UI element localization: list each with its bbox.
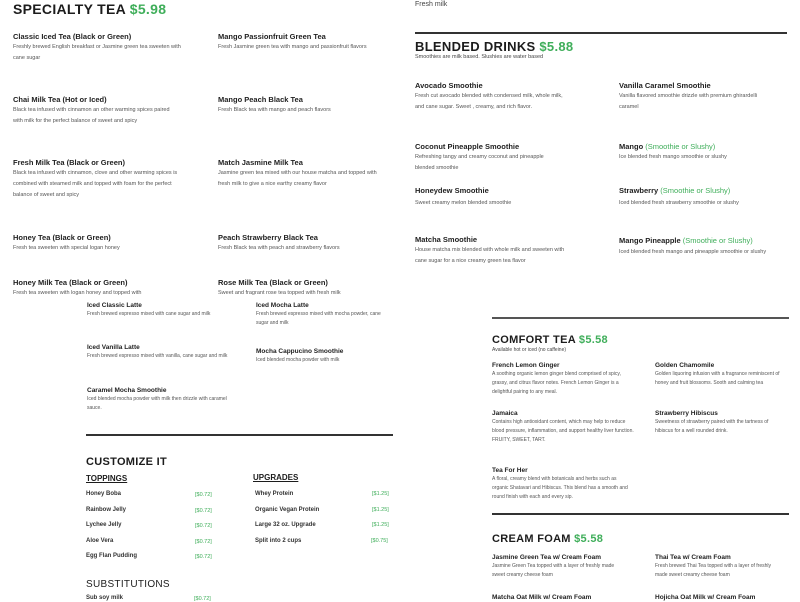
upgrade-name: Large 32 oz. Upgrade [255, 522, 316, 528]
item-desc: Iced blended mocha powder with milk then drizzle with caramel sauce. [87, 396, 227, 411]
topping-name: Honey Boba [86, 491, 122, 497]
substitutions-heading: SUBSTITUTIONS [86, 579, 170, 590]
item-option: (Smoothie or Slushy) [660, 186, 731, 195]
item-desc: Fresh Jasmine green tea with mango and passionfruit flavors [218, 44, 367, 50]
menu-item [492, 362, 637, 397]
item-name: Hojicha Oat Milk w/ Cream Foam [655, 594, 756, 601]
item-desc: Fresh brewed Thai Tea topped with a layer of freshly made sweet creamy cheese foam [655, 563, 771, 578]
topping-price: [$0.72] [195, 508, 212, 514]
section-price: $5.88 [539, 39, 574, 54]
menu-item [492, 410, 637, 445]
upgrades-heading: UPGRADES [253, 473, 299, 482]
toppings-heading: TOPPINGS [86, 474, 128, 483]
item-desc: Fresh cut avocado blended with condensed milk, whole milk, and cane sugar. Sweet , creamy, and rich flavor. [415, 93, 563, 110]
customize-heading: CUSTOMIZE IT [86, 456, 168, 468]
menu-item [218, 158, 383, 190]
upgrade-price: [$0.75] [371, 538, 388, 544]
item-name: French Lemon Ginger [492, 362, 560, 369]
item-desc: Black tea infused with cinnamon, clove and other warming spices is combined with steamed milk and topped with foam for the perfect balance of sweet and spicy [13, 170, 178, 198]
section-title: COMFORT TEA [492, 334, 576, 346]
upgrade-price: [$1.25] [372, 507, 389, 513]
item-desc: Iced blended mocha powder with milk [256, 357, 340, 363]
upgrade-name: Split into 2 cups [255, 538, 302, 544]
menu-item [13, 158, 188, 201]
topping-price: [$0.72] [195, 523, 212, 529]
section-price: $5.58 [574, 533, 604, 545]
topping-name: Aloe Vera [86, 538, 114, 544]
item-name: Mango Pineapple [619, 236, 681, 245]
item-name: Avocado Smoothie [415, 81, 483, 90]
item-desc: Sweet and fragrant rose tea topped with fresh milk [218, 290, 341, 296]
item-name: Rose Milk Tea (Black or Green) [218, 278, 328, 287]
item-name: Thai Tea w/ Cream Foam [655, 554, 731, 561]
menu-item [655, 554, 780, 580]
item-name: Iced Mocha Latte [256, 302, 309, 309]
topping-name: Egg Flan Pudding [86, 553, 137, 559]
cut-off-text: Fresh milk [415, 1, 448, 8]
upgrade-name: Whey Protein [255, 491, 294, 497]
item-name: Chai Milk Tea (Hot or Iced) [13, 95, 107, 104]
item-name: Mango Passionfruit Green Tea [218, 32, 326, 41]
menu-item [87, 302, 212, 319]
substitution-name: Sub soy milk [86, 595, 124, 601]
menu-item [655, 362, 790, 388]
item-option: (Smoothie or Slushy) [682, 236, 753, 245]
menu-item [13, 32, 193, 64]
menu-item [415, 186, 565, 209]
item-desc: Iced blended fresh mango and pineapple smoothie or slushy [619, 249, 767, 255]
menu-item [13, 95, 173, 127]
menu-item [415, 235, 565, 267]
item-desc: Sweetness of strawberry paired with the tartness of hibiscus for a well rounded drink. [655, 419, 769, 434]
item-desc: Jasmine Green Tea topped with a layer of freshly made sweet creamy cheese foam [492, 563, 615, 578]
menu-item [256, 348, 386, 365]
item-name: Classic Iced Tea (Black or Green) [13, 32, 132, 41]
topping-price: [$0.72] [195, 554, 212, 560]
menu-item [256, 302, 386, 328]
menu-item [13, 233, 193, 254]
upgrade-name: Organic Vegan Protein [255, 507, 320, 513]
topping-price: [$0.72] [195, 539, 212, 545]
menu-item [619, 81, 769, 113]
substitution-price: [$0.72] [194, 596, 211, 602]
menu-item [218, 95, 378, 116]
item-desc: Fresh tea sweeten with logan honey and topped with [13, 290, 142, 296]
menu-item [87, 387, 227, 413]
item-desc: Freshly brewed English breakfast or Jasmine green tea sweeten with cane sugar [13, 44, 181, 61]
menu-item [619, 236, 784, 259]
item-option: (Smoothie or Slushy) [645, 142, 716, 151]
item-name: Tea For Her [492, 467, 528, 474]
menu-item [218, 32, 378, 53]
topping-name: Lychee Jelly [86, 522, 122, 528]
item-desc: A soothing organic lemon ginger blend comprised of spicy, grassy, and citrus flavor notes. French Lemon Ginger is a delightful pairing to any meal. [492, 371, 621, 395]
item-desc: Fresh Black tea with peach and strawberry flavors [218, 245, 340, 251]
upgrade-price: [$1.25] [372, 491, 389, 497]
item-desc: Black tea infused with cinnamon an other warming spices paired with milk for the perfect balance of sweet and spicy [13, 107, 170, 124]
menu-item [619, 186, 789, 209]
item-desc: Golden liquoring infusion with a fragrance reminiscent of honey and fruit blossoms. Sooth and calming tea [655, 371, 780, 386]
item-desc: Contains high antioxidant content, which may help to reduce blood pressure, inflammation, and support healthy liver function. [492, 419, 634, 434]
item-name: Mocha Cappucino Smoothie [256, 348, 344, 355]
item-desc: Fresh brewed espresso mixed with mocha powder, cane sugar and milk [256, 311, 381, 326]
item-desc: Jasmine green tea mixed with our house matcha and topped with fresh milk to give a nice earthy creamy flavor [218, 170, 377, 187]
item-name: Caramel Mocha Smoothie [87, 387, 167, 394]
item-name: Fresh Milk Tea (Black or Green) [13, 158, 125, 167]
item-desc: Refreshing tangy and creamy coconut and pineapple blended smoothie [415, 154, 544, 171]
item-name: Honey Tea (Black or Green) [13, 233, 111, 242]
menu-item [13, 278, 193, 299]
section-price: $5.58 [578, 334, 608, 346]
menu-item [492, 554, 622, 580]
blended-heading [415, 39, 573, 54]
section-title: BLENDED DRINKS [415, 39, 536, 54]
divider [415, 32, 787, 34]
item-name: Strawberry [619, 186, 659, 195]
item-desc: A floral, creamy blend with botanicals and herbs such as organic Shatavari and Hibiscus. This blend has a smooth and round finish with each and every sip. [492, 476, 628, 500]
menu-item [619, 142, 779, 163]
menu-item [415, 142, 555, 174]
section-title: SPECIALTY TEA [13, 1, 126, 17]
item-name: Honeydew Smoothie [415, 186, 489, 195]
item-name: Iced Vanilla Latte [87, 344, 140, 351]
upgrade-price: [$1.25] [372, 522, 389, 528]
item-note: FRUITY, SWEET, TART. [492, 437, 546, 443]
item-desc: Fresh tea sweeten with special logan honey [13, 245, 120, 251]
comfort-tea-heading [492, 334, 608, 346]
item-desc: Ice blended fresh mango smoothie or slushy [619, 154, 727, 160]
item-name: Jamaica [492, 410, 518, 417]
cream-foam-heading [492, 533, 603, 545]
topping-name: Rainbow Jelly [86, 507, 127, 513]
menu-item [655, 410, 770, 436]
item-name: Matcha Oat Milk w/ Cream Foam [492, 594, 592, 601]
item-desc: Fresh brewed espresso mixed with cane sugar and milk [87, 311, 211, 317]
item-desc: Fresh brewed espresso mixed with vanilla, cane sugar and milk [87, 353, 228, 359]
divider [492, 513, 789, 515]
item-desc: Vanilla flavored smoothie drizzle with premium ghirardelli caramel [619, 93, 758, 110]
item-desc: Fresh Black tea with mango and peach flavors [218, 107, 331, 113]
item-name: Golden Chamomile [655, 362, 715, 369]
divider [492, 317, 789, 319]
divider [86, 434, 393, 436]
menu-item [87, 344, 247, 361]
specialty-tea-heading [13, 1, 166, 17]
menu-item [218, 233, 388, 254]
item-name: Mango Peach Black Tea [218, 95, 303, 104]
item-name: Match Jasmine Milk Tea [218, 158, 303, 167]
section-subtitle: Smoothies are milk based. Slushies are water based [415, 54, 544, 60]
menu-item [415, 81, 570, 113]
menu-item [218, 278, 388, 299]
item-desc: House matcha mix blended with whole milk and sweeten with cane sugar for a nice creamy green tea flavor [415, 247, 565, 264]
menu-item [492, 467, 632, 502]
item-name: Matcha Smoothie [415, 235, 478, 244]
item-name: Peach Strawberry Black Tea [218, 233, 318, 242]
item-desc: Sweet creamy melon blended smoothie [415, 200, 512, 206]
item-desc: Iced blended fresh strawberry smoothie or slushy [619, 200, 739, 206]
item-name: Strawberry Hibiscus [655, 410, 718, 417]
item-name: Vanilla Caramel Smoothie [619, 81, 711, 90]
item-name: Iced Classic Latte [87, 302, 142, 309]
topping-price: [$0.72] [195, 492, 212, 498]
item-name: Coconut Pineapple Smoothie [415, 142, 520, 151]
item-name: Mango [619, 142, 644, 151]
section-title: CREAM FOAM [492, 533, 571, 545]
item-name: Jasmine Green Tea w/ Cream Foam [492, 554, 601, 561]
section-price: $5.98 [129, 1, 167, 17]
section-subtitle: Available hot or iced (no caffeine) [492, 347, 567, 353]
item-name: Honey Milk Tea (Black or Green) [13, 278, 128, 287]
